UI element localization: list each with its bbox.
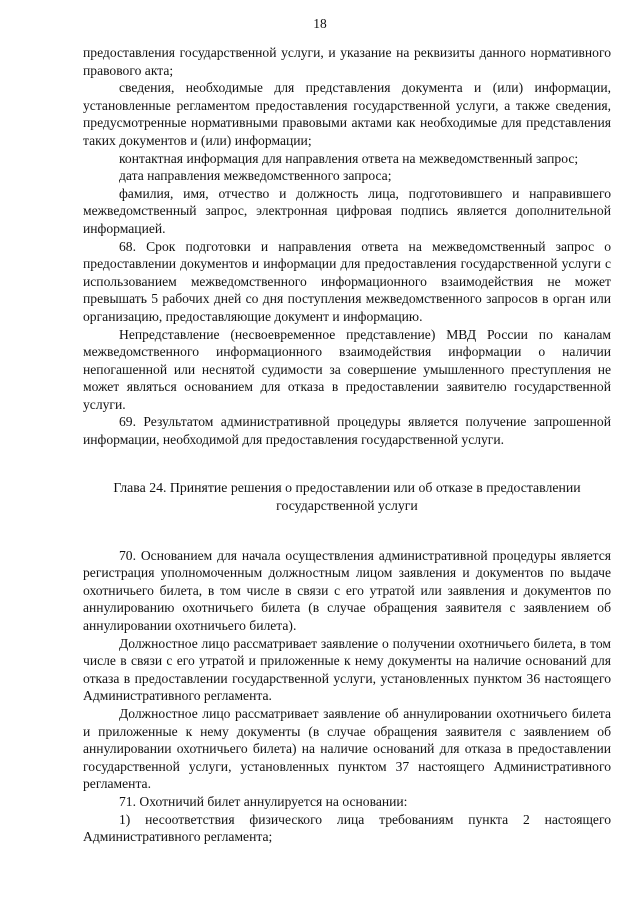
- paragraph-official-name: фамилия, имя, отчество и должность лица, подготовившего и направившего межведомственный запрос, электронная цифровая подпись является дополнительной информацией.: [83, 185, 611, 236]
- chapter-title: Глава 24. Принятие решения о предоставлении или об отказе в предоставлении государственной услуги: [113, 479, 581, 513]
- paragraph-continuation: предоставления государственной услуги, и указание на реквизиты данного нормативного правового акта;: [83, 45, 611, 78]
- page-number: 18: [313, 16, 327, 31]
- paragraph-request-date: дата направления межведомственного запроса;: [119, 168, 392, 184]
- paragraph-71-item-1: 1) несоответствия физического лица требованиям пункта 2 настоящего Административного регламента;: [83, 811, 611, 845]
- paragraph-non-submission: Непредставление (несвоевременное представление) МВД России по каналам межведомственного информационного взаимодействия информации о наличии непогашенной или неснятой судимости за совершение умышленного преступления не может являться основанием для отказа в предоставлении заявителю государственной услуги.: [83, 326, 611, 412]
- paragraph-68: 68. Срок подготовки и направления ответа на межведомственный запрос о предоставлении документов и информации для предоставления государственной услуги с использованием межведомственного информационного взаимодействия не может превышать 5 рабочих дней со дня поступления межведомственного запросов в орган или организацию, предоставляющие документ и информацию.: [83, 238, 611, 324]
- paragraph-contact-info: контактная информация для направления ответа на межведомственный запрос;: [119, 150, 579, 166]
- paragraph-review-application: Должностное лицо рассматривает заявление о получении охотничьего билета, в том числе в связи с его утратой и приложенные к нему документы на наличие оснований для отказа в предоставлении государственной услуги, установленных пунктом 36 настоящего Административного регламента.: [83, 635, 611, 704]
- paragraph-69: 69. Результатом административной процедуры является получение запрошенной информации, необходимой для предоставления государственной услуги.: [83, 414, 611, 448]
- paragraph-review-annulment: Должностное лицо рассматривает заявление об аннулировании охотничьего билета и приложенные к нему документы (в случае обращения заявителя с заявлением об аннулировании охотничьего билета) на наличие оснований для отказа в предоставлении государственной услуги, установленных пунктом 37 настоящего Административного регламента.: [83, 706, 611, 792]
- paragraph-required-info: сведения, необходимые для представления документа и (или) информации, установленные регламентом предоставления государственной услуги, а также сведения, предусмотренные нормативными правовыми актами как необходимые для представления таких документов и (или) информации;: [83, 80, 611, 148]
- paragraph-70: 70. Основанием для начала осуществления административной процедуры является регистрация уполномоченным должностным лицом заявления и документов по выдаче охотничьего билета, в том числе в связи с его утратой или заявления и документов по аннулированию охотничьего билета (в случае обращения заявителя с заявлением об аннулировании охотничьего билета).: [83, 547, 611, 634]
- document-body: [83, 44, 611, 846]
- paragraph-71: 71. Охотничий билет аннулируется на основании:: [119, 793, 408, 809]
